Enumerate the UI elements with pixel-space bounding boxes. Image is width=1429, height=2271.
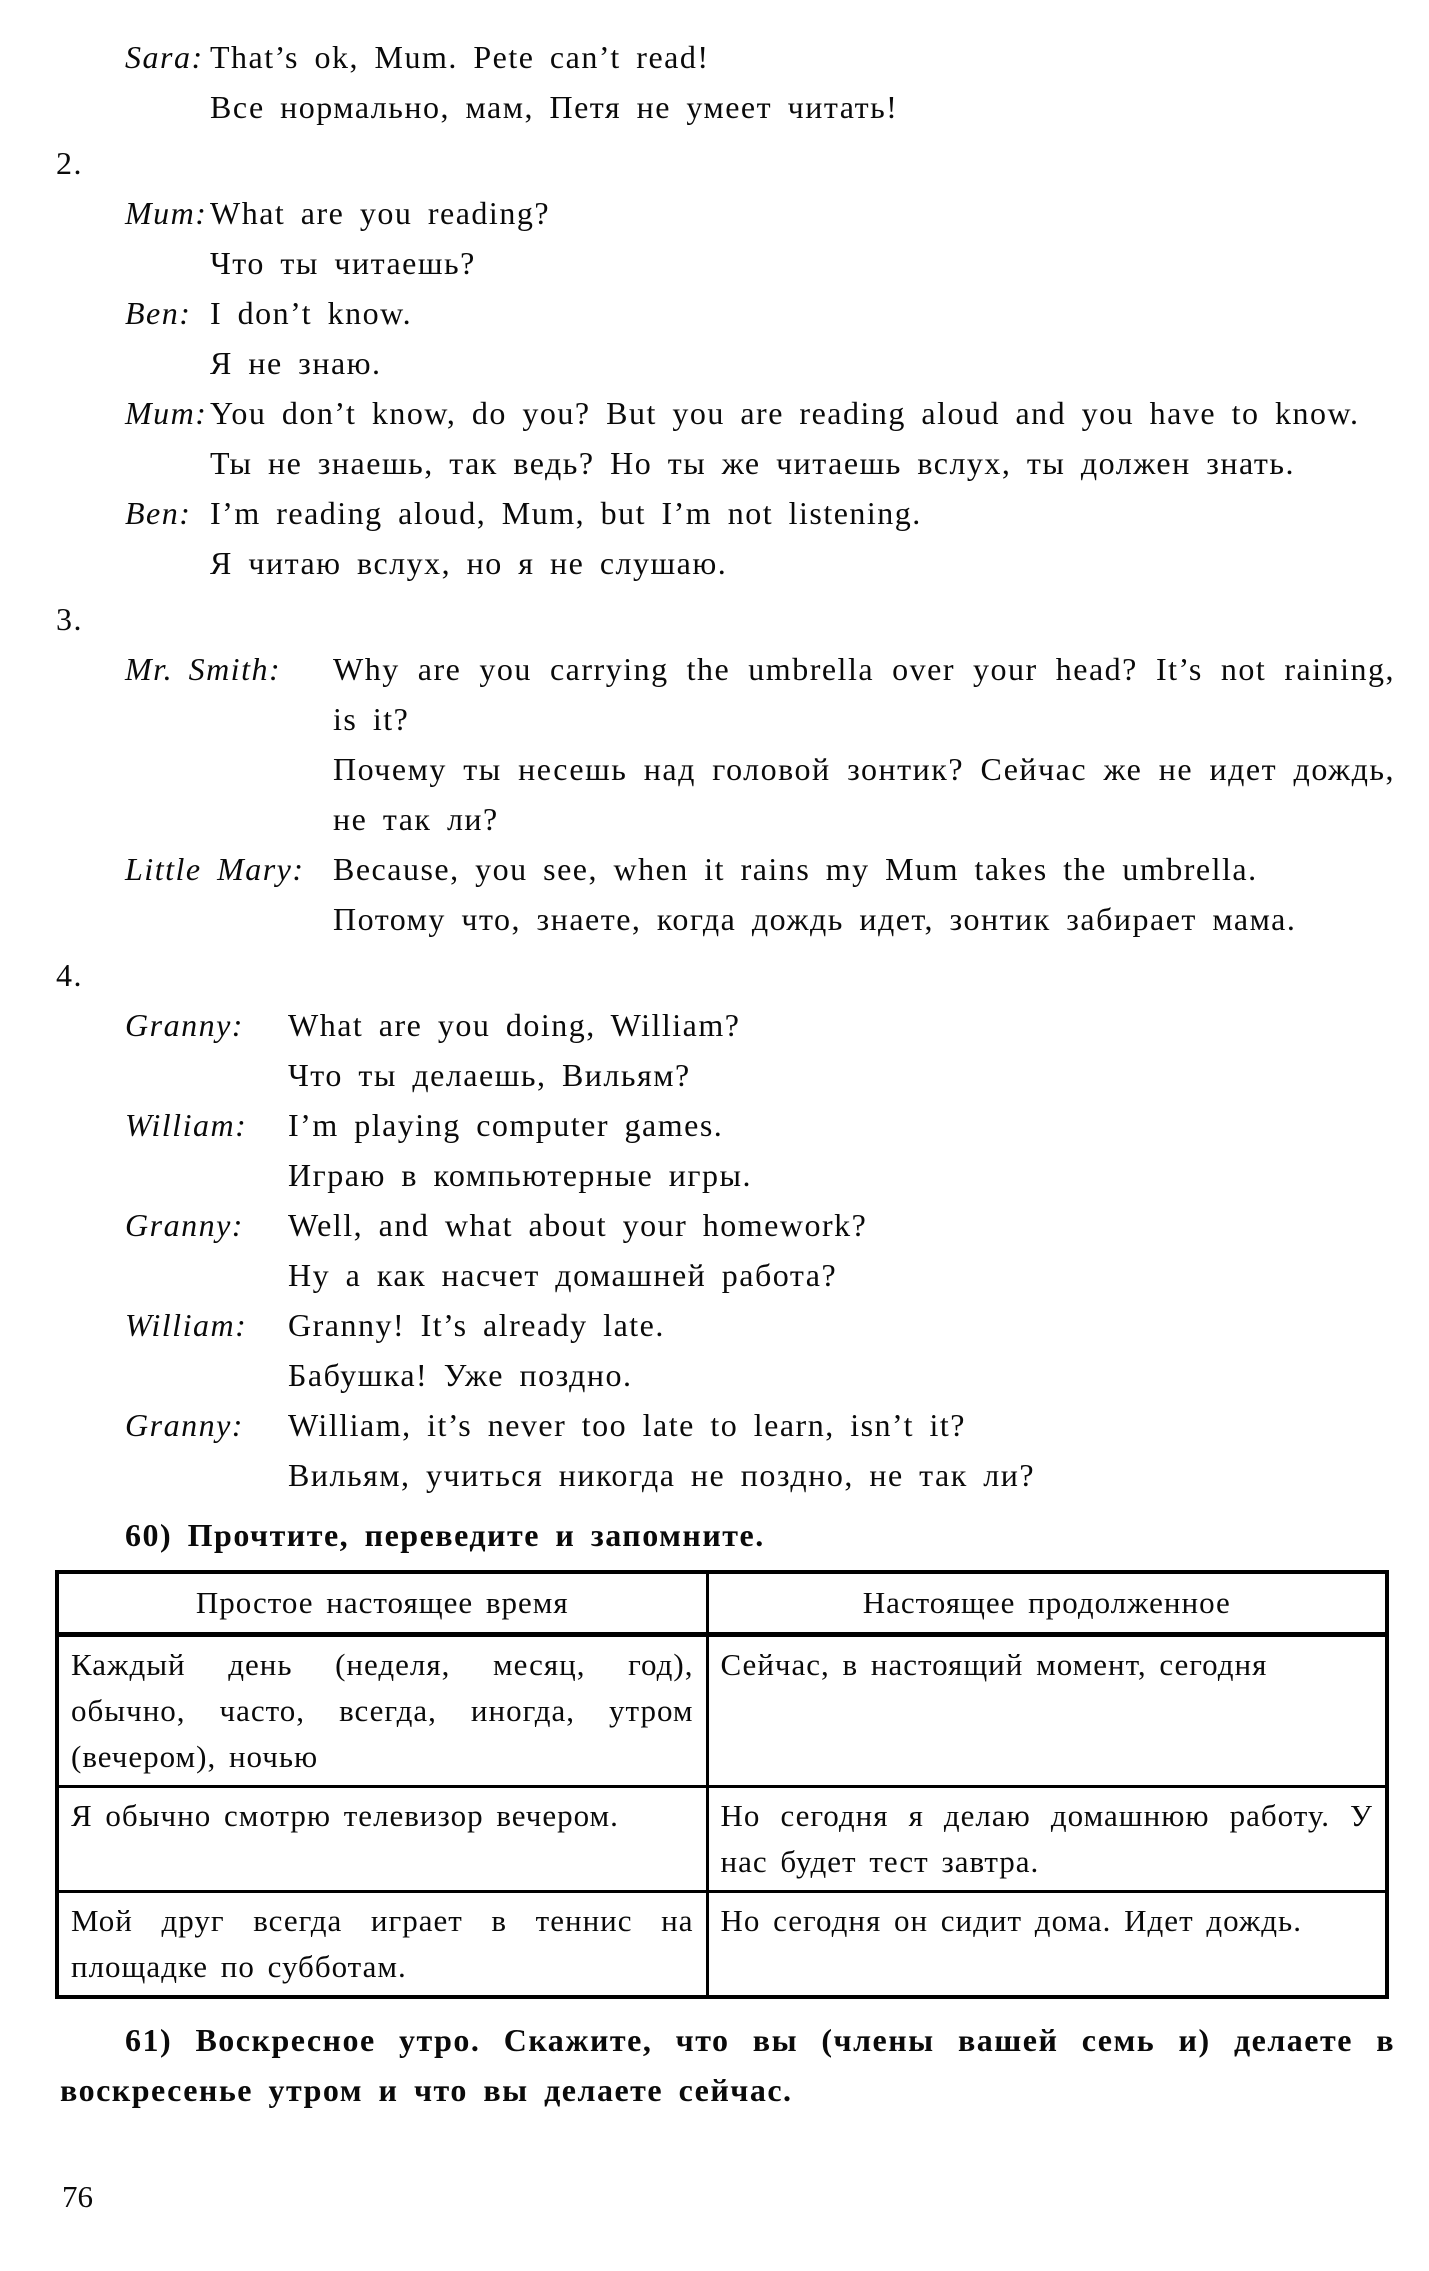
speaker-label: William: xyxy=(125,1307,248,1343)
dialogue-number: 2. xyxy=(56,145,83,181)
turn-lines xyxy=(288,1300,1395,1400)
russian-line: Ты не знаешь, так ведь? Но ты же читаешь вслух, ты должен знать. xyxy=(210,445,1295,481)
table-cell-simple: Мой друг всегда играет в теннис на площадке по субботам. xyxy=(57,1892,707,1998)
turn-lines xyxy=(210,188,1395,288)
dialogue-section-4 xyxy=(0,950,1395,1500)
turn-lines xyxy=(210,488,1395,588)
english-line: What are you doing, William? xyxy=(288,1007,741,1043)
dialogue-number: 4. xyxy=(56,957,83,993)
english-line: That’s ok, Mum. Pete can’t read! xyxy=(210,39,710,75)
russian-line: Вильям, учиться никогда не поздно, не так ли? xyxy=(288,1457,1036,1493)
turn-lines xyxy=(288,1000,1395,1100)
english-line: I’m reading aloud, Mum, but I’m not listening. xyxy=(210,495,922,531)
dialogue-section-3 xyxy=(0,594,1395,944)
dialogue-section-1 xyxy=(0,32,1395,132)
russian-line: Все нормально, мам, Петя не умеет читать! xyxy=(210,89,899,125)
turn-lines xyxy=(288,1100,1395,1200)
english-line: Because, you see, when it rains my Mum takes the umbrella. xyxy=(333,851,1258,887)
speaker-label: Sara: xyxy=(125,39,204,75)
english-line: Why are you carrying the umbrella over your head? It’s not raining, is it? xyxy=(333,651,1395,737)
russian-line: Что ты читаешь? xyxy=(210,245,476,281)
table-row xyxy=(57,1787,1387,1892)
dialogue-turn xyxy=(0,288,1395,388)
dialogue-turn xyxy=(0,844,1395,944)
turn-lines xyxy=(210,288,1395,388)
exercise-60-heading: 60) Прочтите, переведите и запомните. xyxy=(125,1517,765,1553)
dialogue-turn xyxy=(0,1400,1395,1500)
table-header-present-continuous: Настоящее продолженное xyxy=(707,1572,1387,1635)
dialogue-turn xyxy=(0,644,1395,844)
table-cell-continuous: Но сегодня я делаю домашнюю работу. У нас будет тест завтра. xyxy=(707,1787,1387,1892)
russian-line: Что ты делаешь, Вильям? xyxy=(288,1057,691,1093)
table-cell-simple: Каждый день (неделя, месяц, год), обычно, часто, всегда, иногда, утром (вечером), ночью xyxy=(57,1635,707,1787)
speaker-label: Mum: xyxy=(125,195,208,231)
grammar-table xyxy=(55,1570,1389,1999)
english-line: William, it’s never too late to learn, isn’t it? xyxy=(288,1407,966,1443)
russian-line: Почему ты несешь над головой зонтик? Сейчас же не идет дождь, не так ли? xyxy=(333,751,1395,837)
english-line: What are you reading? xyxy=(210,195,551,231)
table-row xyxy=(57,1635,1387,1787)
english-line: I’m playing computer games. xyxy=(288,1107,724,1143)
table-header-simple-present: Простое настоящее время xyxy=(57,1572,707,1635)
turn-lines xyxy=(288,1200,1395,1300)
turn-lines xyxy=(333,844,1395,944)
table-cell-continuous: Сейчас, в настоящий момент, сегодня xyxy=(707,1635,1387,1787)
english-line: I don’t know. xyxy=(210,295,413,331)
speaker-label: Granny: xyxy=(125,1207,244,1243)
exercise-61-text: 61) Воскресное утро. Скажите, что вы (члены вашей семь и) делаете в воскресенье утром и что вы делаете сейчас. xyxy=(60,2022,1395,2108)
turn-lines xyxy=(210,388,1395,488)
page-number: 76 xyxy=(62,2179,93,2214)
dialogue-turn xyxy=(0,388,1395,488)
dialogue-turn xyxy=(0,32,1395,132)
table-cell-continuous: Но сегодня он сидит дома. Идет дождь. xyxy=(707,1892,1387,1998)
speaker-label: Mum: xyxy=(125,395,208,431)
turn-lines xyxy=(333,644,1395,844)
english-line: You don’t know, do you? But you are reading aloud and you have to know. xyxy=(210,395,1360,431)
dialogue-turn xyxy=(0,1000,1395,1100)
table-cell-simple: Я обычно смотрю телевизор вечером. xyxy=(57,1787,707,1892)
dialogue-turn xyxy=(0,1200,1395,1300)
russian-line: Играю в компьютерные игры. xyxy=(288,1157,752,1193)
russian-line: Я не знаю. xyxy=(210,345,382,381)
dialogue-turn xyxy=(0,1300,1395,1400)
speaker-label: Ben: xyxy=(125,495,192,531)
dialogue-turn xyxy=(0,188,1395,288)
turn-lines xyxy=(288,1400,1395,1500)
speaker-label: Little Mary: xyxy=(125,851,305,887)
table-header-row xyxy=(57,1572,1387,1635)
speaker-label: William: xyxy=(125,1107,248,1143)
russian-line: Ну а как насчет домашней работа? xyxy=(288,1257,838,1293)
speaker-label: Mr. Smith: xyxy=(125,651,282,687)
speaker-label: Granny: xyxy=(125,1407,244,1443)
table-row xyxy=(57,1892,1387,1998)
english-line: Granny! It’s already late. xyxy=(288,1307,665,1343)
speaker-label: Granny: xyxy=(125,1007,244,1043)
turn-lines xyxy=(210,32,1395,132)
dialogue-number: 3. xyxy=(56,601,83,637)
dialogue-turn xyxy=(0,488,1395,588)
russian-line: Бабушка! Уже поздно. xyxy=(288,1357,633,1393)
russian-line: Я читаю вслух, но я не слушаю. xyxy=(210,545,728,581)
dialogue-turn xyxy=(0,1100,1395,1200)
english-line: Well, and what about your homework? xyxy=(288,1207,868,1243)
dialogue-section-2 xyxy=(0,138,1395,588)
russian-line: Потому что, знаете, когда дождь идет, зонтик забирает мама. xyxy=(333,901,1297,937)
speaker-label: Ben: xyxy=(125,295,192,331)
